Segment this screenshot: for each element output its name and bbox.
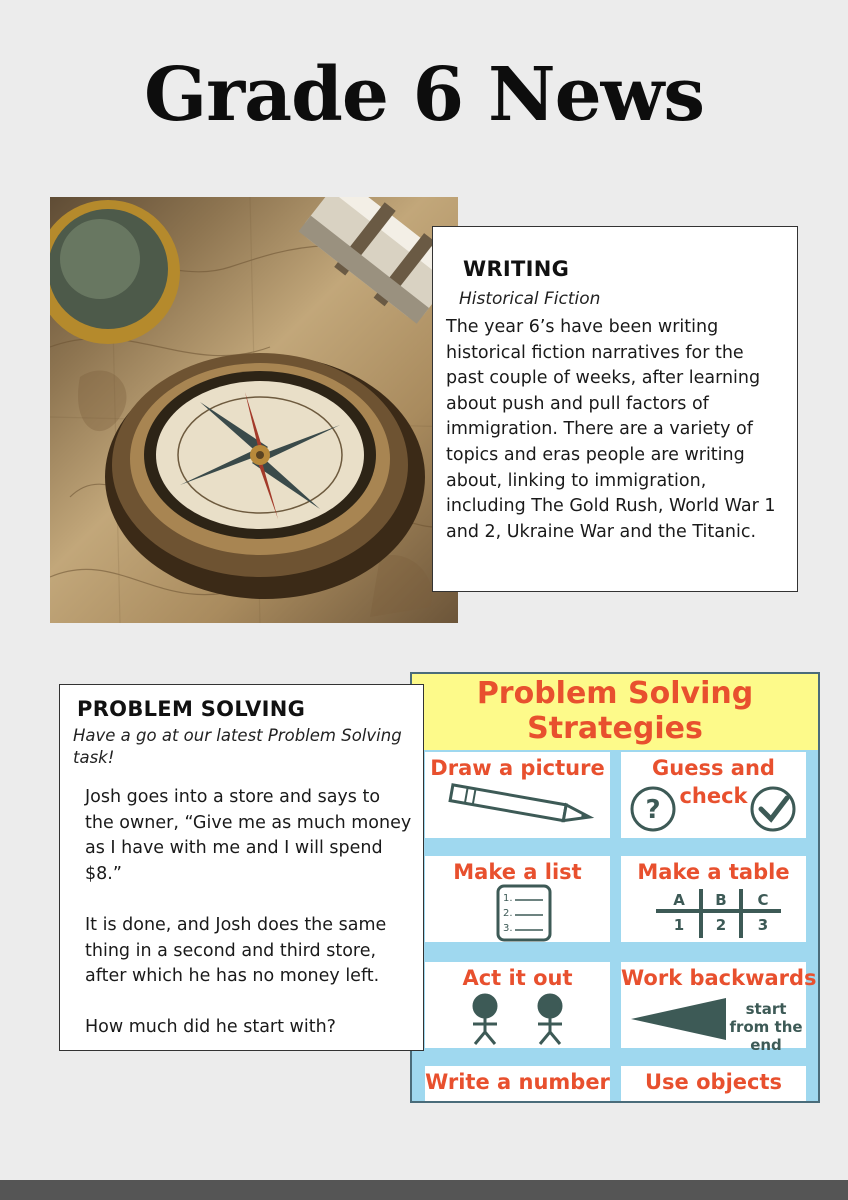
strategies-poster	[410, 672, 820, 1103]
strategy-use-objects	[621, 1066, 806, 1103]
svg-text:A: A	[673, 891, 685, 909]
poster-title-line1: Problem Solving	[476, 676, 754, 711]
problem-solving-body	[85, 785, 413, 1041]
svg-text:3.: 3.	[503, 923, 513, 934]
problem-paragraph: It is done, and Josh does the same thing in a second and third store, after which he has no money left.	[85, 914, 387, 987]
svg-text:?: ?	[645, 795, 661, 825]
writing-heading: WRITING	[463, 257, 570, 281]
page-title: Grade 6 News	[143, 52, 705, 138]
strategy-label: Make a table	[637, 860, 790, 884]
strategy-guess-and-check	[621, 752, 806, 838]
footer-bar	[0, 1180, 848, 1200]
strategy-write-a-number	[425, 1066, 610, 1103]
work-backwards-note: start from the end	[729, 1000, 803, 1054]
question-icon	[632, 788, 674, 830]
strategy-label: Make a list	[453, 860, 582, 884]
svg-text:3: 3	[757, 916, 769, 934]
writing-body: The year 6’s have been writing historical fiction narratives for the past couple of weeks, after learning about push and pull factors of immigration. There are a variety of topics and eras people are writing about, linking to immigration, including The Gold Rush, World War 1 and 2, Ukraine War and the Titanic.	[446, 317, 776, 542]
strategy-draw-a-picture	[425, 752, 610, 838]
check-icon	[752, 788, 794, 830]
strategy-label: Work backwards	[621, 966, 817, 990]
writing-card	[432, 226, 798, 592]
poster-header	[412, 674, 818, 750]
writing-subheading: Historical Fiction	[459, 289, 601, 309]
svg-text:B: B	[715, 891, 727, 909]
problem-solving-subheading: Have a go at our latest Problem Solving task!	[73, 726, 402, 767]
stick-figures-icon	[425, 962, 610, 1048]
strategy-label: Use objects	[645, 1070, 782, 1094]
strategy-work-backwards	[621, 962, 817, 1054]
strategy-label-2: check	[679, 784, 748, 808]
problem-question: How much did he start with?	[85, 1017, 336, 1038]
strategy-act-it-out	[425, 962, 610, 1048]
pencil-icon	[425, 752, 610, 838]
strategy-label: Draw a picture	[430, 756, 605, 780]
poster-title-line2: Strategies	[527, 711, 703, 746]
problem-paragraph: Josh goes into a store and says to the owner, “Give me as much money as I have with me and I will spend $8.”	[85, 787, 412, 884]
list-icon	[425, 856, 610, 942]
svg-text:1.: 1.	[503, 893, 513, 904]
svg-text:2: 2	[715, 916, 727, 934]
strategy-label: Write a number	[425, 1070, 610, 1094]
problem-solving-heading: PROBLEM SOLVING	[77, 697, 306, 721]
svg-text:1: 1	[673, 916, 685, 934]
problem-solving-card	[59, 684, 424, 1051]
svg-text:C: C	[757, 891, 769, 909]
strategy-make-a-table	[621, 856, 806, 942]
strategy-label: Act it out	[462, 966, 573, 990]
strategy-label: Guess and	[652, 756, 775, 780]
compass-map-photo	[50, 197, 458, 623]
strategy-make-a-list	[425, 856, 610, 942]
table-icon	[621, 856, 806, 942]
svg-text:2.: 2.	[503, 908, 513, 919]
